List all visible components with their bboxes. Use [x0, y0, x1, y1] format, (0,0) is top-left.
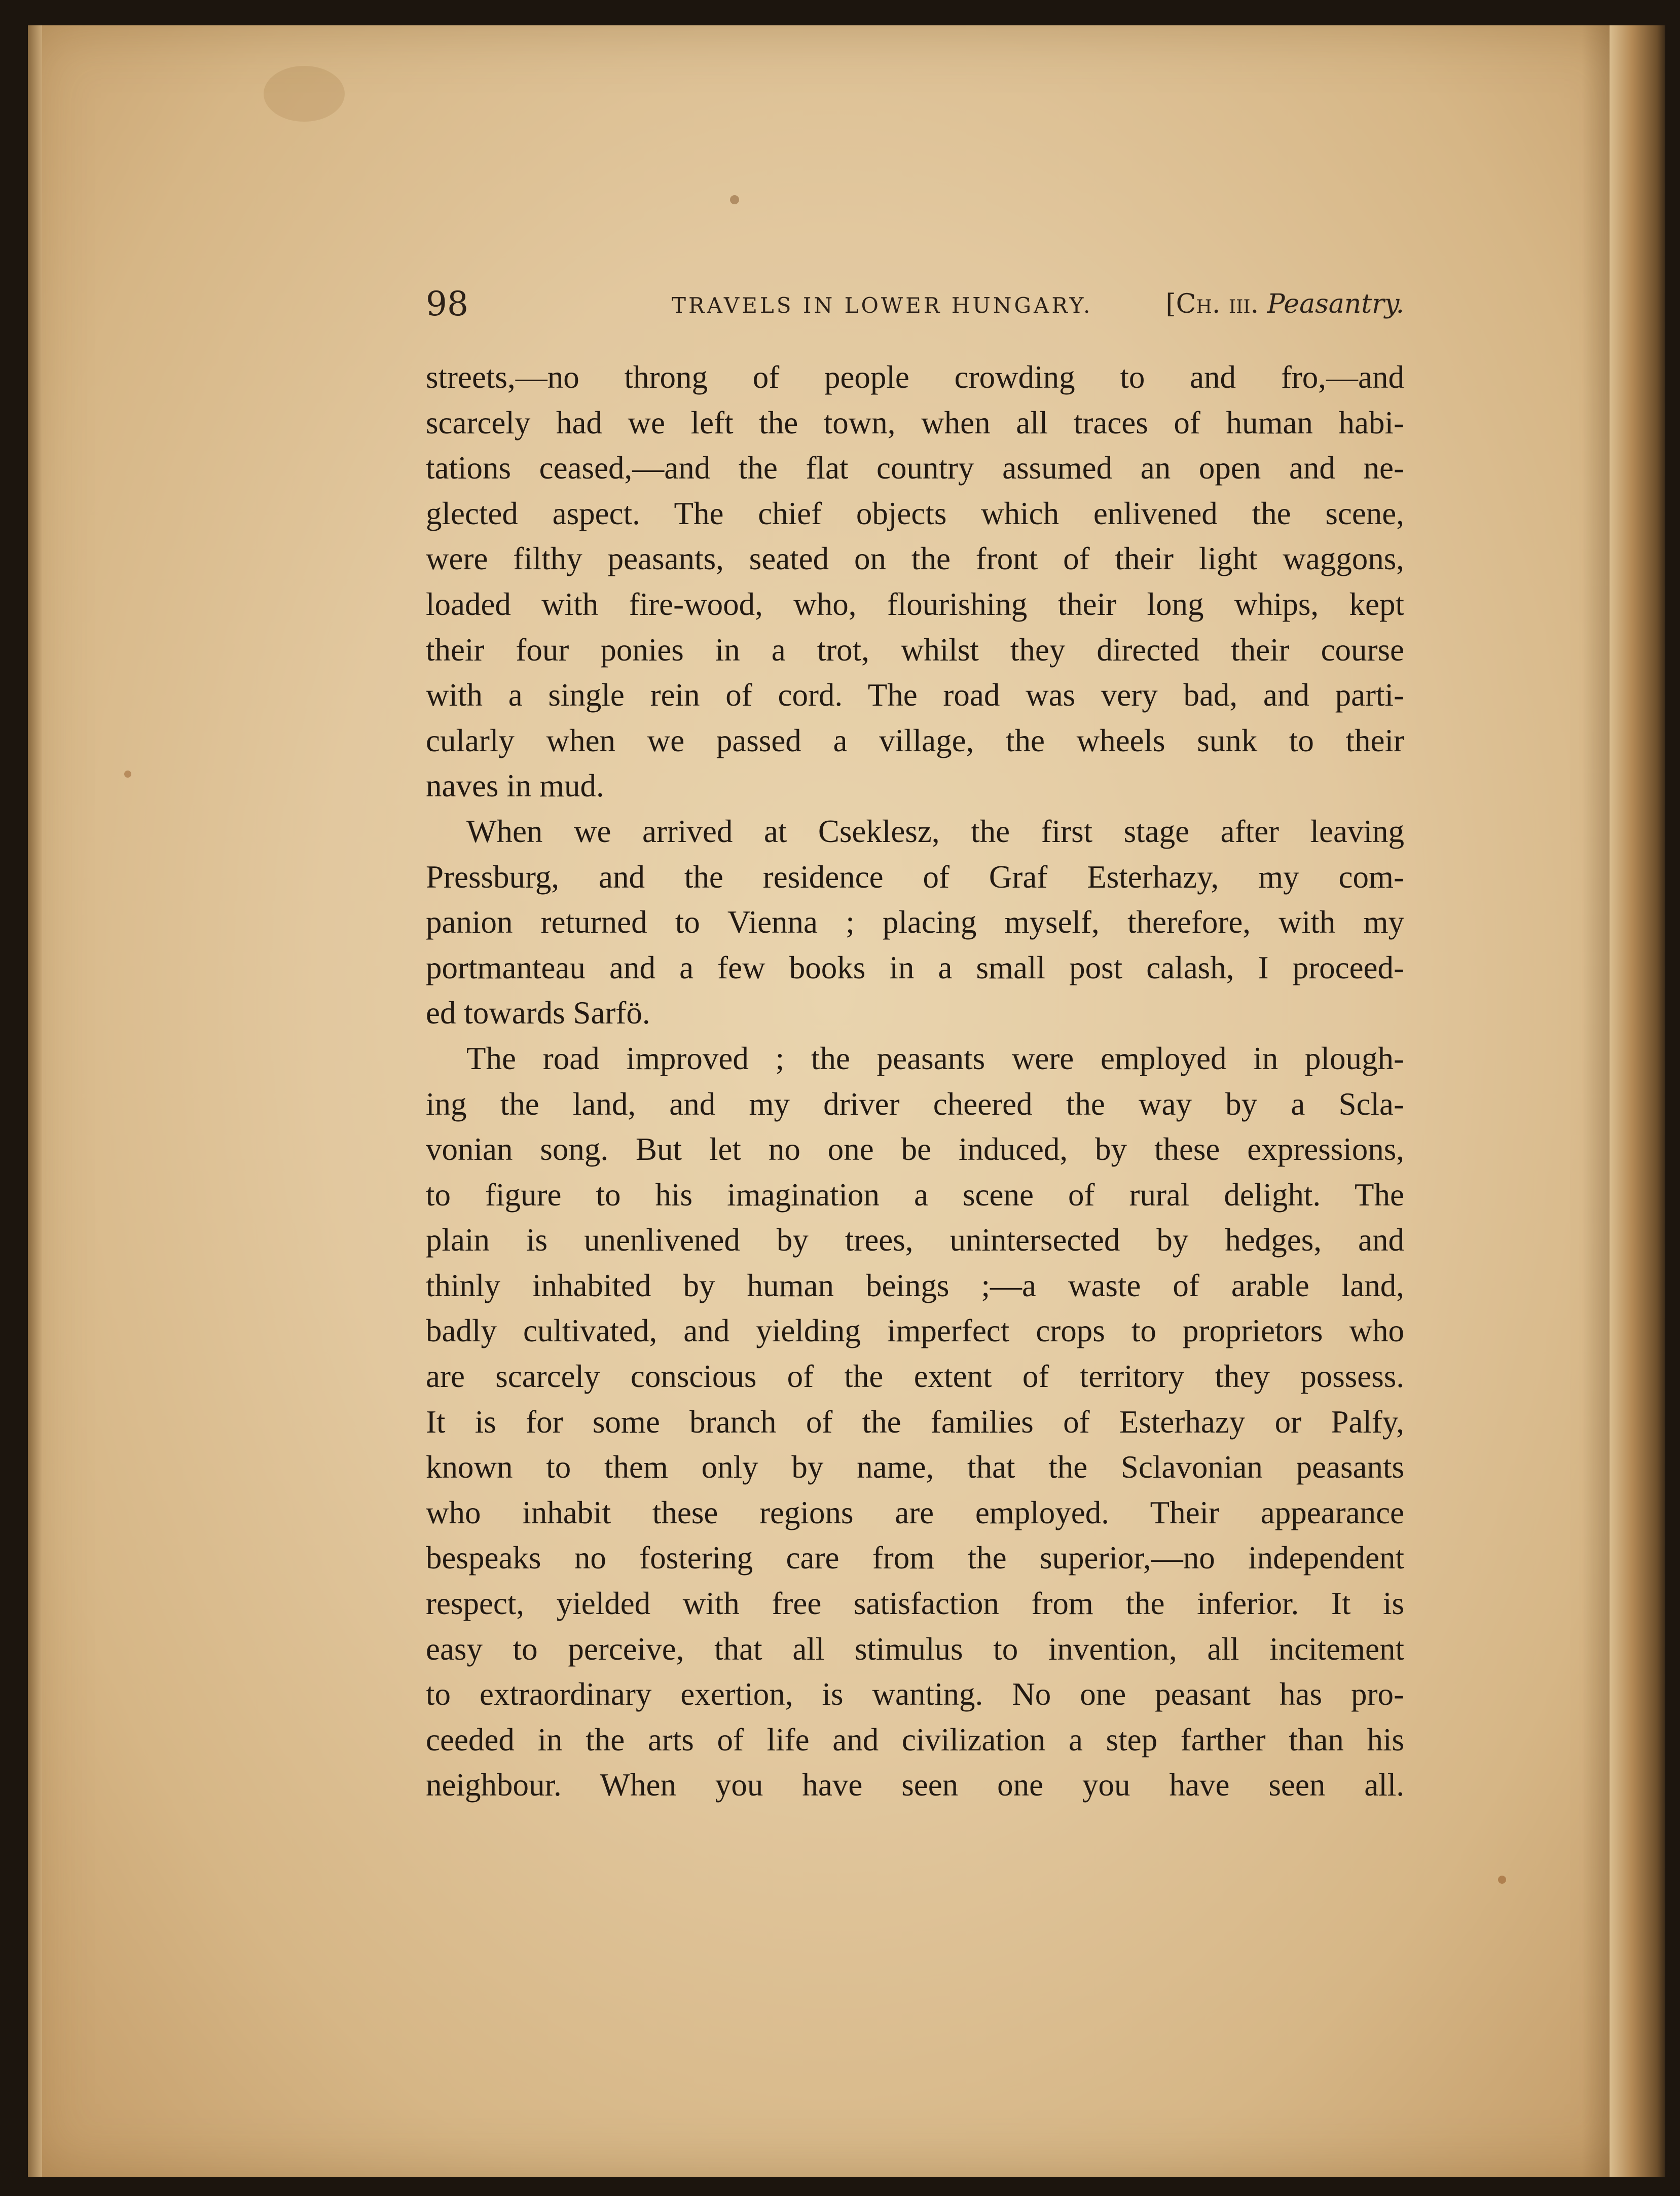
paper-stain	[730, 195, 739, 204]
paper-stain	[1498, 1876, 1506, 1884]
paragraph	[426, 1036, 1404, 1808]
text-line: bespeaks no fostering care from the superior,—no independent	[426, 1540, 1404, 1576]
chapter-reference	[1165, 284, 1404, 324]
text-line: to figure to his imagination a scene of rural delight. The	[426, 1177, 1404, 1213]
chapter-subject: Peasantry.	[1267, 289, 1404, 319]
text-line: were filthy peasants, seated on the front of their light waggons,	[426, 541, 1404, 577]
text-line: Pressburg, and the residence of Graf Esterhazy, my com-	[426, 859, 1404, 895]
running-header	[426, 284, 1404, 324]
text-line: plain is unenlivened by trees, unintersected by hedges, and	[426, 1222, 1404, 1258]
paragraph	[426, 809, 1404, 1036]
text-line: respect, yielded with free satisfaction from the inferior. It is	[426, 1586, 1404, 1622]
text-line: cularly when we passed a village, the wheels sunk to their	[426, 722, 1404, 758]
page-edge-right	[1610, 25, 1665, 2177]
spine-shadow	[1582, 25, 1612, 2177]
text-line: glected aspect. The chief objects which enlivened the scene,	[426, 495, 1404, 531]
text-line: portmanteau and a few books in a small post calash, I proceed-	[426, 949, 1404, 985]
text-line: are scarcely conscious of the extent of territory they possess.	[426, 1359, 1404, 1395]
text-line: It is for some branch of the families of Esterhazy or Palfy,	[426, 1404, 1404, 1440]
text-line: neighbour. When you have seen one you have seen all.	[426, 1767, 1404, 1803]
text-line: streets,—no throng of people crowding to and fro,—and	[426, 359, 1404, 395]
body-text	[426, 355, 1404, 1808]
text-line: ed towards Sarfö.	[426, 995, 650, 1031]
paper-stain	[264, 66, 345, 122]
text-line: to extraordinary exertion, is wanting. No one peasant has pro-	[426, 1676, 1404, 1712]
text-line: their four ponies in a trot, whilst they directed their course	[426, 632, 1404, 668]
text-line: The road improved ; the peasants were employed in plough-	[466, 1040, 1404, 1076]
text-line: panion returned to Vienna ; placing myself, therefore, with my	[426, 904, 1404, 940]
text-line: loaded with fire-wood, who, flourishing their long whips, kept	[426, 586, 1404, 622]
text-line: who inhabit these regions are employed. Their appearance	[426, 1494, 1404, 1530]
text-line: When we arrived at Cseklesz, the first stage after leaving	[466, 813, 1404, 849]
text-line: thinly inhabited by human beings ;—a waste of arable land,	[426, 1267, 1404, 1303]
text-line: scarcely had we left the town, when all traces of human habi-	[426, 405, 1404, 441]
paper-stain	[124, 771, 131, 778]
text-line: tations ceased,—and the flat country assumed an open and ne-	[426, 450, 1404, 486]
page-number: 98	[426, 284, 468, 323]
text-line: naves in mud.	[426, 768, 604, 804]
text-line: ceeded in the arts of life and civilization a step farther than his	[426, 1722, 1404, 1758]
text-line: with a single rein of cord. The road was very bad, and parti-	[426, 677, 1404, 713]
text-line: ing the land, and my driver cheered the way by a Scla-	[426, 1086, 1404, 1122]
page-edge-left	[28, 25, 42, 2177]
text-line: vonian song. But let no one be induced, by these expressions,	[426, 1131, 1404, 1167]
paragraph	[426, 355, 1404, 809]
text-line: easy to perceive, that all stimulus to invention, all incitement	[426, 1631, 1404, 1667]
chapter-label: [Ch. iii.	[1165, 289, 1259, 319]
running-title: TRAVELS IN LOWER HUNGARY.	[672, 293, 1093, 318]
text-line: known to them only by name, that the Sclavonian peasants	[426, 1449, 1404, 1485]
text-line: badly cultivated, and yielding imperfect crops to proprietors who	[426, 1313, 1404, 1349]
